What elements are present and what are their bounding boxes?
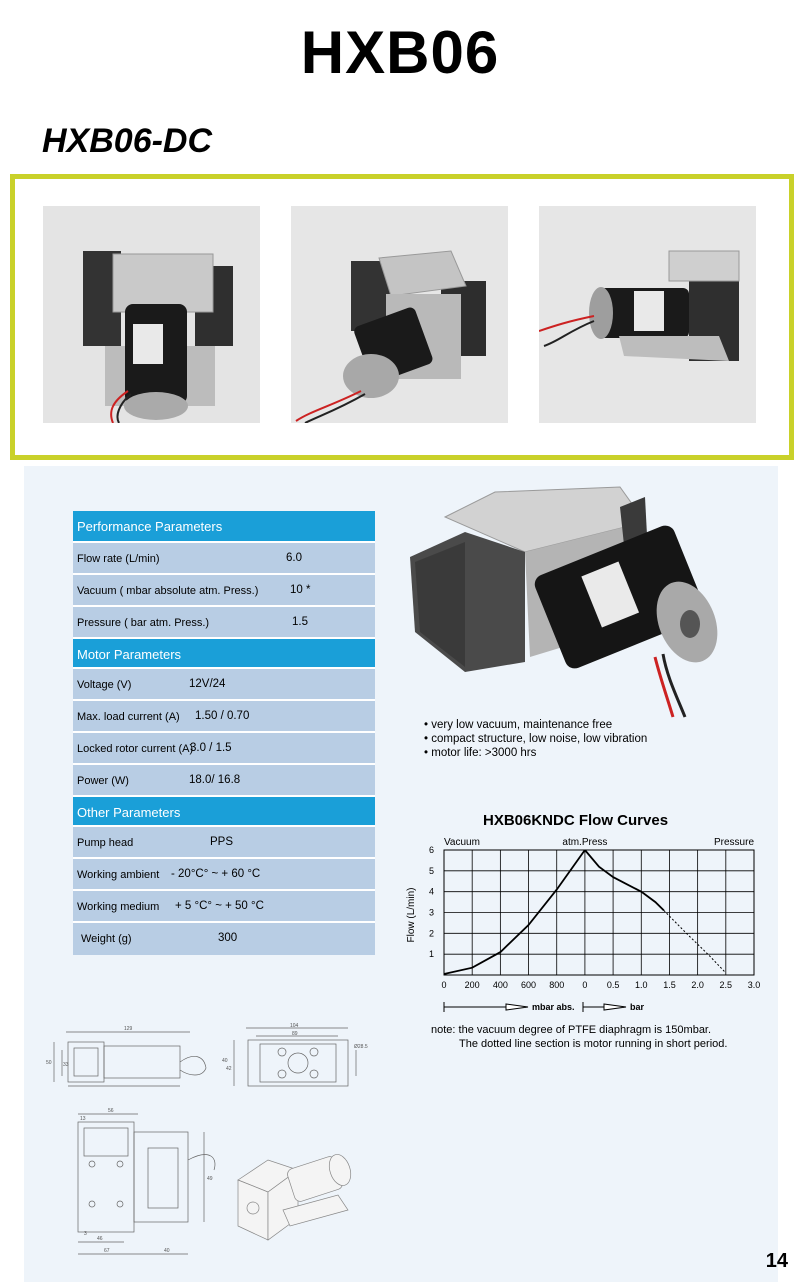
x-tick-label: 600 [521, 980, 537, 990]
y-tick-label: 5 [428, 865, 434, 876]
x-tick-label: 1.0 [635, 980, 648, 990]
x-tick-label: 2.5 [719, 980, 733, 990]
svg-text:Ø28.5: Ø28.5 [354, 1044, 368, 1050]
pump-photo-front [43, 206, 260, 423]
side-view-drawing [44, 1020, 214, 1095]
row-value: 12V/24 [189, 678, 226, 690]
series-line [444, 850, 585, 974]
row-label: Flow rate (L/min) [77, 553, 160, 565]
front-view-drawing [218, 1020, 378, 1095]
section-header-performance: Performance Parameters [73, 511, 375, 543]
chart-grid [444, 850, 754, 975]
svg-text:104: 104 [290, 1023, 299, 1029]
svg-text:13: 13 [80, 1116, 86, 1122]
x-tick-label: 800 [549, 980, 565, 990]
row-label: Pressure ( bar atm. Press.) [77, 617, 210, 629]
svg-text:67: 67 [104, 1248, 110, 1254]
row-label: Pump head [77, 837, 134, 849]
y-tick-label: 3 [428, 907, 434, 918]
page-number: 14 [765, 1250, 788, 1272]
row-label: Vacuum ( mbar absolute atm. Press.) [77, 585, 259, 597]
section-header-motor: Motor Parameters [73, 639, 375, 669]
table-row [73, 701, 375, 733]
series-line [585, 850, 664, 910]
row-label: Power (W) [77, 775, 129, 787]
x-unit-vacuum: mbar abs. [532, 1002, 575, 1012]
y-tick-label: 2 [428, 928, 434, 939]
svg-text:40: 40 [164, 1248, 170, 1254]
svg-text:89: 89 [292, 1031, 298, 1037]
pump-product-image [405, 472, 725, 722]
series-line [664, 910, 726, 973]
x-tick-label: 200 [464, 980, 480, 990]
row-label: Weight (g) [81, 933, 132, 945]
row-value: 3.0 / 1.5 [190, 742, 232, 754]
pump-photo-angle [291, 206, 508, 423]
svg-text:56: 56 [108, 1108, 114, 1114]
page-title: HXB06 [300, 19, 500, 86]
x-tick-label: 400 [492, 980, 508, 990]
row-label: Voltage (V) [77, 679, 132, 691]
table-row [73, 733, 375, 765]
row-label: Locked rotor current (A) [77, 743, 194, 755]
x-tick-label: 0.5 [606, 980, 620, 990]
svg-text:50: 50 [46, 1060, 52, 1066]
row-label: Working medium [77, 901, 160, 913]
feature-item: • compact structure, low noise, low vibration [424, 732, 647, 746]
row-value: 300 [218, 932, 238, 944]
label-atm-press: atm.Press [562, 837, 608, 848]
svg-text:46: 46 [97, 1236, 103, 1242]
y-tick-label: 1 [428, 949, 434, 960]
table-row [73, 607, 375, 639]
svg-text:33: 33 [63, 1062, 69, 1068]
note-line: The dotted line section is motor running in short period. [459, 1038, 728, 1050]
x-tick-label: 0 [582, 980, 588, 990]
label-pressure: Pressure [713, 837, 754, 848]
table-row [73, 575, 375, 607]
x-tick-label: 2.0 [691, 980, 704, 990]
x-tick-label: 1.5 [663, 980, 676, 990]
row-value: 1.5 [292, 616, 308, 628]
table-row [73, 669, 375, 701]
table-row [73, 923, 375, 955]
svg-text:49: 49 [207, 1176, 213, 1182]
svg-text:40: 40 [222, 1058, 228, 1064]
section-header-other: Other Parameters [73, 797, 375, 827]
svg-text:3: 3 [84, 1231, 87, 1237]
feature-list [424, 718, 647, 760]
y-tick-label: 4 [428, 886, 434, 897]
x-unit-pressure: bar [630, 1002, 645, 1012]
y-tick-label: 6 [428, 845, 434, 855]
photo-frame [10, 174, 794, 460]
table-row [73, 827, 375, 859]
flow-curve-chart [400, 832, 770, 1012]
row-label: Working ambient [77, 869, 160, 881]
pump-photo-side [539, 206, 756, 423]
row-value: 6.0 [286, 552, 302, 564]
spec-table [73, 511, 375, 955]
row-label: Max. load current (A) [77, 711, 180, 723]
x-tick-label: 0 [441, 980, 447, 990]
table-row [73, 859, 375, 891]
x-unit-arrows [444, 1002, 645, 1012]
table-row [73, 543, 375, 575]
row-value: 18.0/ 16.8 [189, 774, 241, 786]
y-axis-label: Flow (L/min) [406, 887, 417, 943]
feature-item: • very low vacuum, maintenance free [424, 718, 647, 732]
row-value: 10 * [290, 584, 311, 596]
top-view-drawing [64, 1108, 224, 1268]
chart-notes [431, 1023, 727, 1051]
table-row [73, 891, 375, 923]
model-subtitle: HXB06-DC [42, 122, 213, 160]
svg-text:42: 42 [226, 1066, 232, 1072]
row-value: + 5 °C° ~ + 50 °C [175, 900, 264, 912]
note-line: note: the vacuum degree of PTFE diaphragm is 150mbar. [431, 1024, 712, 1036]
table-row [73, 765, 375, 797]
isometric-drawing [228, 1140, 358, 1250]
row-value: - 20°C° ~ + 60 °C [171, 868, 261, 880]
x-tick-label: 3.0 [747, 980, 761, 990]
chart-title: HXB06KNDC Flow Curves [483, 812, 669, 829]
label-vacuum: Vacuum [444, 837, 480, 848]
row-value: PPS [210, 836, 234, 848]
svg-text:129: 129 [124, 1026, 133, 1032]
row-value: 1.50 / 0.70 [195, 710, 250, 722]
feature-item: • motor life: >3000 hrs [424, 746, 647, 760]
